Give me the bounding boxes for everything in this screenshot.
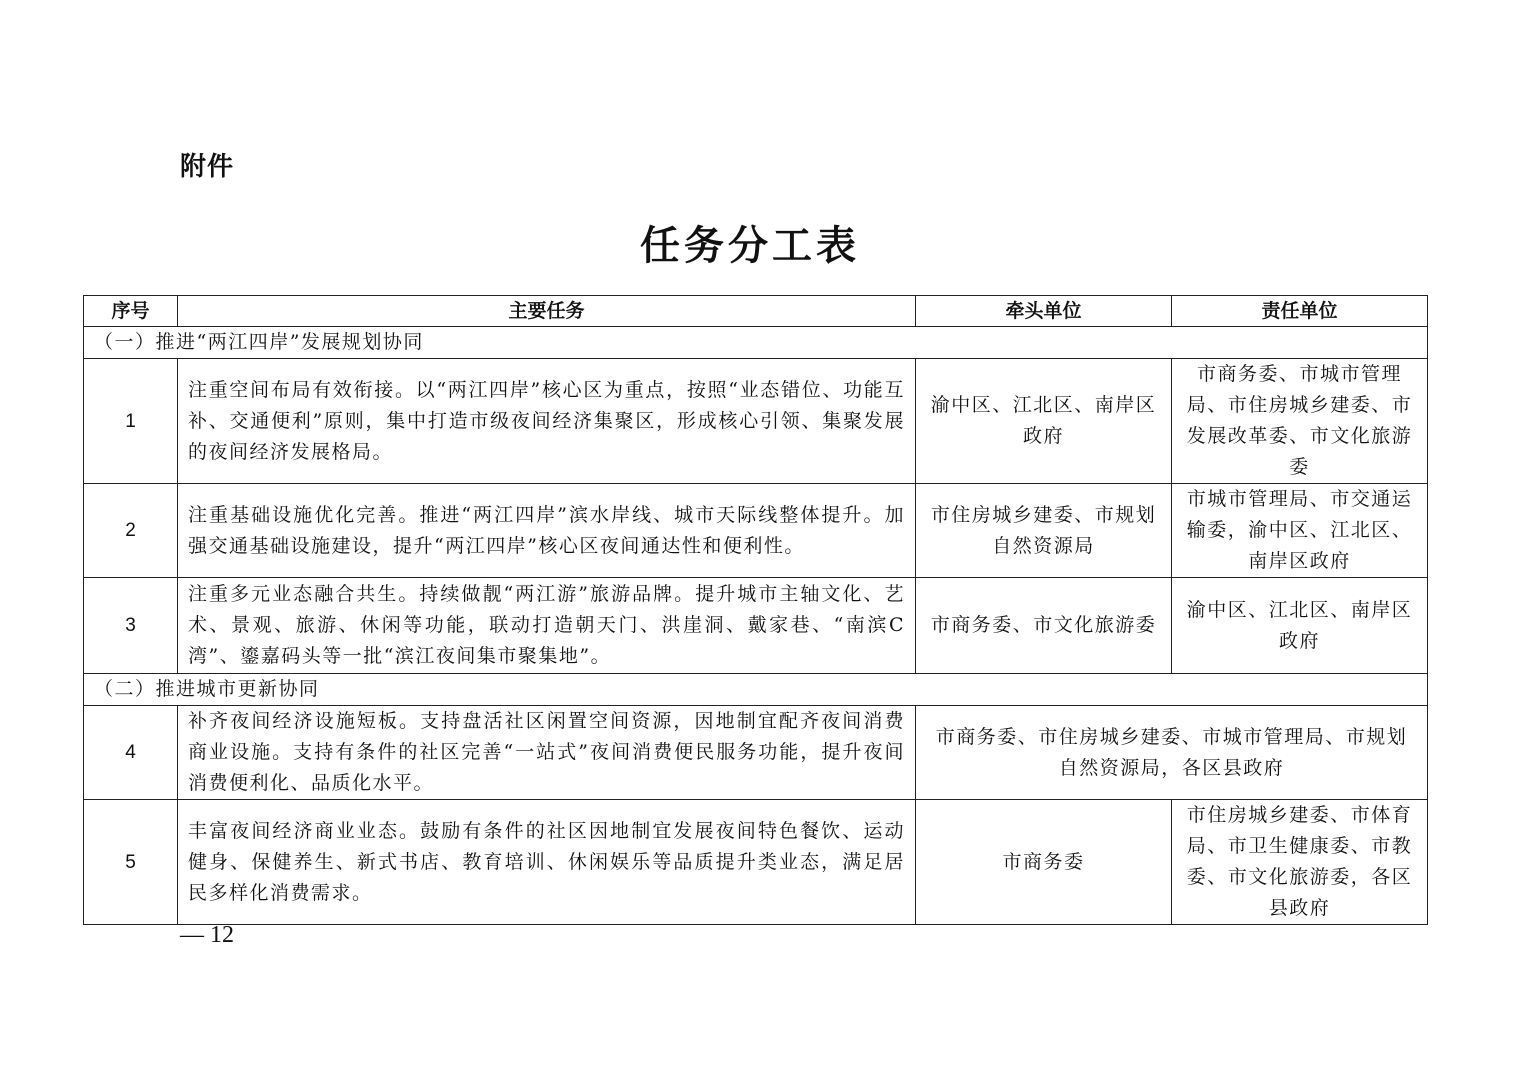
- table-row: [84, 359, 1428, 484]
- row-resp-unit: 市商务委、市城市管理局、市住房城乡建委、市发展改革委、市文化旅游委: [1172, 359, 1428, 484]
- row-task: 注重基础设施优化完善。推进“两江四岸”滨水岸线、城市天际线整体提升。加强交通基础设施建设，提升“两江四岸”核心区夜间通达性和便利性。: [178, 484, 916, 578]
- document-title: 任务分工表: [640, 222, 860, 269]
- column-header-seq: 序号: [84, 296, 178, 327]
- table-row: [84, 484, 1428, 578]
- row-task: 补齐夜间经济设施短板。支持盘活社区闲置空间资源，因地制宜配齐夜间消费商业设施。支持有条件的社区完善“一站式”夜间消费便民服务功能，提升夜间消费便利化、品质化水平。: [178, 706, 916, 800]
- row-task: 注重空间布局有效衔接。以“两江四岸”核心区为重点，按照“业态错位、功能互补、交通便利”原则，集中打造市级夜间经济集聚区，形成核心引领、集聚发展的夜间经济发展格局。: [178, 359, 916, 484]
- table-row: [84, 706, 1428, 800]
- section-row: [84, 674, 1428, 706]
- row-task: 注重多元业态融合共生。持续做靓“两江游”旅游品牌。提升城市主轴文化、艺术、景观、旅游、休闲等功能，联动打造朝天门、洪崖洞、戴家巷、“南滨C湾”、鎏嘉码头等一批“滨江夜间集市聚集地”。: [178, 578, 916, 674]
- row-seq: 4: [84, 706, 178, 800]
- table-row: [84, 578, 1428, 674]
- column-header-lead: 牵头单位: [916, 296, 1172, 327]
- row-resp-unit: 渝中区、江北区、南岸区政府: [1172, 578, 1428, 674]
- section-title: （二）推进城市更新协同: [84, 674, 1428, 706]
- table-header-row: [84, 296, 1428, 327]
- page-number: — 12: [180, 922, 234, 948]
- row-task: 丰富夜间经济商业业态。鼓励有条件的社区因地制宜发展夜间特色餐饮、运动健身、保健养生、新式书店、教育培训、休闲娱乐等品质提升类业态，满足居民多样化消费需求。: [178, 800, 916, 925]
- section-title: （一）推进“两江四岸”发展规划协同: [84, 327, 1428, 359]
- row-lead-unit: 市商务委: [916, 800, 1172, 925]
- row-seq: 1: [84, 359, 178, 484]
- attachment-label: 附件: [180, 152, 235, 182]
- row-seq: 5: [84, 800, 178, 925]
- task-table: [83, 295, 1428, 925]
- row-seq: 2: [84, 484, 178, 578]
- column-header-resp: 责任单位: [1172, 296, 1428, 327]
- row-lead-unit: 市住房城乡建委、市规划自然资源局: [916, 484, 1172, 578]
- row-resp-unit: 市住房城乡建委、市体育局、市卫生健康委、市教委、市文化旅游委，各区县政府: [1172, 800, 1428, 925]
- row-combined-unit: 市商务委、市住房城乡建委、市城市管理局、市规划自然资源局，各区县政府: [916, 706, 1428, 800]
- row-lead-unit: 渝中区、江北区、南岸区政府: [916, 359, 1172, 484]
- row-resp-unit: 市城市管理局、市交通运输委，渝中区、江北区、南岸区政府: [1172, 484, 1428, 578]
- row-seq: 3: [84, 578, 178, 674]
- section-row: [84, 327, 1428, 359]
- column-header-task: 主要任务: [178, 296, 916, 327]
- row-lead-unit: 市商务委、市文化旅游委: [916, 578, 1172, 674]
- table-row: [84, 800, 1428, 925]
